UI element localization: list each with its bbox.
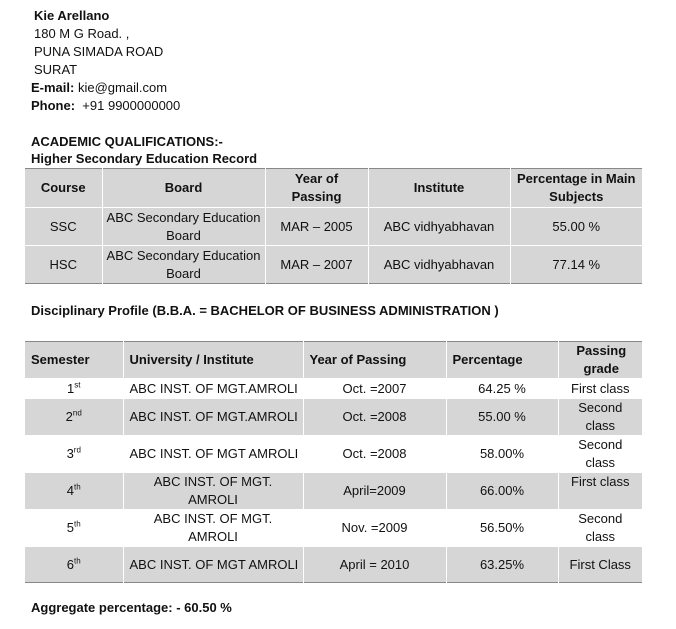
header-percentage: Percentage in Main Subjects (510, 169, 642, 208)
table-row (25, 246, 642, 284)
phone-label: Phone: (31, 98, 76, 113)
year-cell: Nov. =2009 (303, 510, 446, 547)
percentage-cell: 63.25% (446, 547, 558, 583)
semester-cell: 3rd (25, 436, 123, 473)
university-cell: ABC INST. OF MGT.AMROLI (123, 399, 303, 436)
table-row (25, 208, 642, 246)
table-row (25, 510, 642, 547)
course-cell: SSC (25, 208, 102, 246)
header-year: Year of Passing (303, 342, 446, 379)
academic-subheading: Higher Secondary Education Record (31, 151, 258, 166)
aggregate-percentage: Aggregate percentage: - 60.50 % (31, 600, 232, 615)
board-cell: ABC Secondary Education Board (102, 246, 265, 284)
university-cell: ABC INST. OF MGT AMROLI (123, 436, 303, 473)
disciplinary-table (25, 341, 642, 583)
grade-cell: Second class (558, 510, 642, 547)
header-course: Course (40, 180, 86, 195)
percentage-cell: 56.50% (446, 510, 558, 547)
year-cell: April = 2010 (303, 547, 446, 583)
board-cell: ABC Secondary Education Board (102, 208, 265, 246)
email-line (31, 79, 167, 97)
header-board: Board (102, 169, 265, 208)
phone-value: +91 9900000000 (82, 98, 181, 113)
grade-cell: First class (558, 473, 642, 510)
percentage-cell: 55.00 % (446, 399, 558, 436)
university-cell: ABC INST. OF MGT.AMROLI (123, 379, 303, 399)
year-cell: Oct. =2007 (303, 379, 446, 399)
year-cell: Oct. =2008 (303, 399, 446, 436)
grade-cell: Second class (558, 436, 642, 473)
year-cell: Oct. =2008 (303, 436, 446, 473)
table-row (25, 436, 642, 473)
percentage-cell: 58.00% (446, 436, 558, 473)
candidate-name: Kie Arellano (34, 8, 110, 23)
semester-cell: 2nd (25, 399, 123, 436)
header-percentage: Percentage (446, 342, 558, 379)
percentage-cell: 64.25 % (446, 379, 558, 399)
header-institute: Institute (368, 169, 510, 208)
academic-heading: ACADEMIC QUALIFICATIONS:- (31, 134, 223, 149)
percentage-cell: 55.00 % (510, 208, 642, 246)
higher-secondary-table (25, 168, 642, 284)
table-header-row (25, 342, 642, 379)
percentage-cell: 66.00% (446, 473, 558, 510)
header-year: Year of Passing (265, 169, 368, 208)
university-cell: ABC INST. OF MGT. AMROLI (123, 473, 303, 510)
address-city: SURAT (34, 62, 78, 77)
address-line-2: PUNA SIMADA ROAD (34, 44, 164, 59)
header-university: University / Institute (123, 342, 303, 379)
semester-cell: 6th (25, 547, 123, 583)
university-cell: ABC INST. OF MGT. AMROLI (123, 510, 303, 547)
table-row (25, 547, 642, 583)
phone-line (31, 97, 180, 115)
table-row (25, 399, 642, 436)
semester-cell: 1st (25, 379, 123, 399)
grade-cell: Second class (558, 399, 642, 436)
header-grade: Passing grade (558, 342, 642, 379)
year-cell: MAR – 2005 (265, 208, 368, 246)
percentage-cell: 77.14 % (510, 246, 642, 284)
semester-cell: 5th (25, 510, 123, 547)
header-semester: Semester (31, 352, 90, 367)
semester-cell: 4th (25, 473, 123, 510)
year-cell: April=2009 (303, 473, 446, 510)
email-value: kie@gmail.com (77, 80, 168, 95)
table-row (25, 473, 642, 510)
institute-cell: ABC vidhyabhavan (368, 208, 510, 246)
address-line-1: 180 M G Road. , (34, 26, 130, 41)
year-cell: MAR – 2007 (265, 246, 368, 284)
grade-cell: First Class (558, 547, 642, 583)
course-cell: HSC (25, 246, 102, 284)
table-header-row (25, 169, 642, 208)
institute-cell: ABC vidhyabhavan (368, 246, 510, 284)
email-label: E-mail: (31, 80, 75, 95)
university-cell: ABC INST. OF MGT AMROLI (123, 547, 303, 583)
grade-cell: First class (558, 379, 642, 399)
disciplinary-heading: Disciplinary Profile (B.B.A. = BACHELOR OF BUSINESS ADMINISTRATION ) (31, 303, 499, 318)
table-row (25, 379, 642, 399)
